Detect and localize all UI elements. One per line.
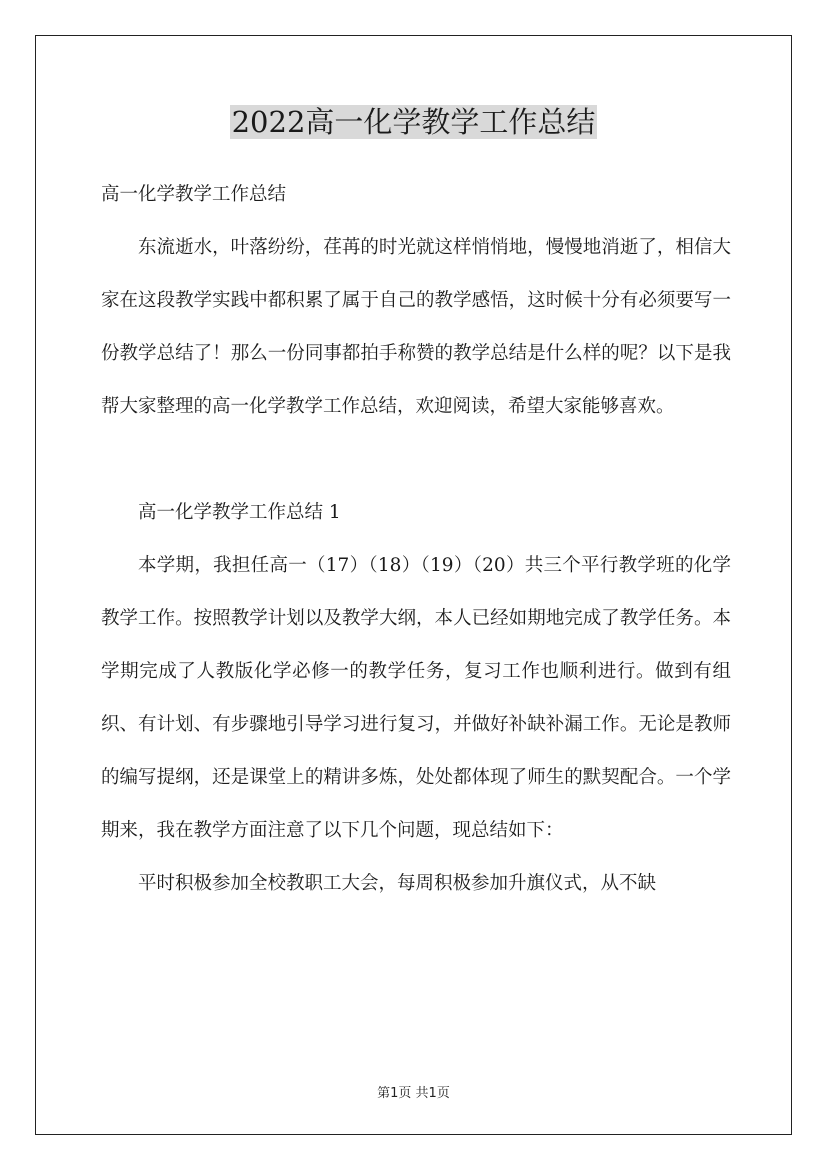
document-body: [101, 168, 731, 910]
body-paragraph-continued: 平时积极参加全校教职工大会，每周积极参加升旗仪式，从不缺: [138, 873, 657, 894]
document-title: [0, 100, 827, 144]
page-footer: 第1页 共1页: [377, 1086, 450, 1101]
document-title-text: 2022高一化学教学工作总结: [231, 105, 596, 139]
intro-paragraph: 东流逝水，叶落纷纷，荏苒的时光就这样悄悄地，慢慢地消逝了，相信大家在这段教学实践中都积累了属于自己的教学感悟，这时候十分有必须要写一份教学总结了！那么一份同事都拍手称赞的教学总结是什么样的呢？以下是我帮大家整理的高一化学教学工作总结，欢迎阅读，希望大家能够喜欢。: [101, 237, 731, 417]
body-paragraph: 本学期，我担任高一（17）（18）（19）（20）共三个平行教学班的化学教学工作。按照教学计划以及教学大纲，本人已经如期地完成了教学任务。本学期完成了人教版化学必修一的教学任务，复习工作也顺利进行。做到有组织、有计划、有步骤地引导学习进行复习，并做好补缺补漏工作。无论是教师的编写提纲，还是课堂上的精讲多炼，处处都体现了师生的默契配合。一个学期来，我在教学方面注意了以下几个问题，现总结如下：: [101, 555, 731, 841]
section-heading: 高一化学教学工作总结 1: [138, 502, 341, 523]
paragraph-spacer: [101, 433, 731, 486]
document-subtitle: 高一化学教学工作总结: [101, 184, 287, 205]
